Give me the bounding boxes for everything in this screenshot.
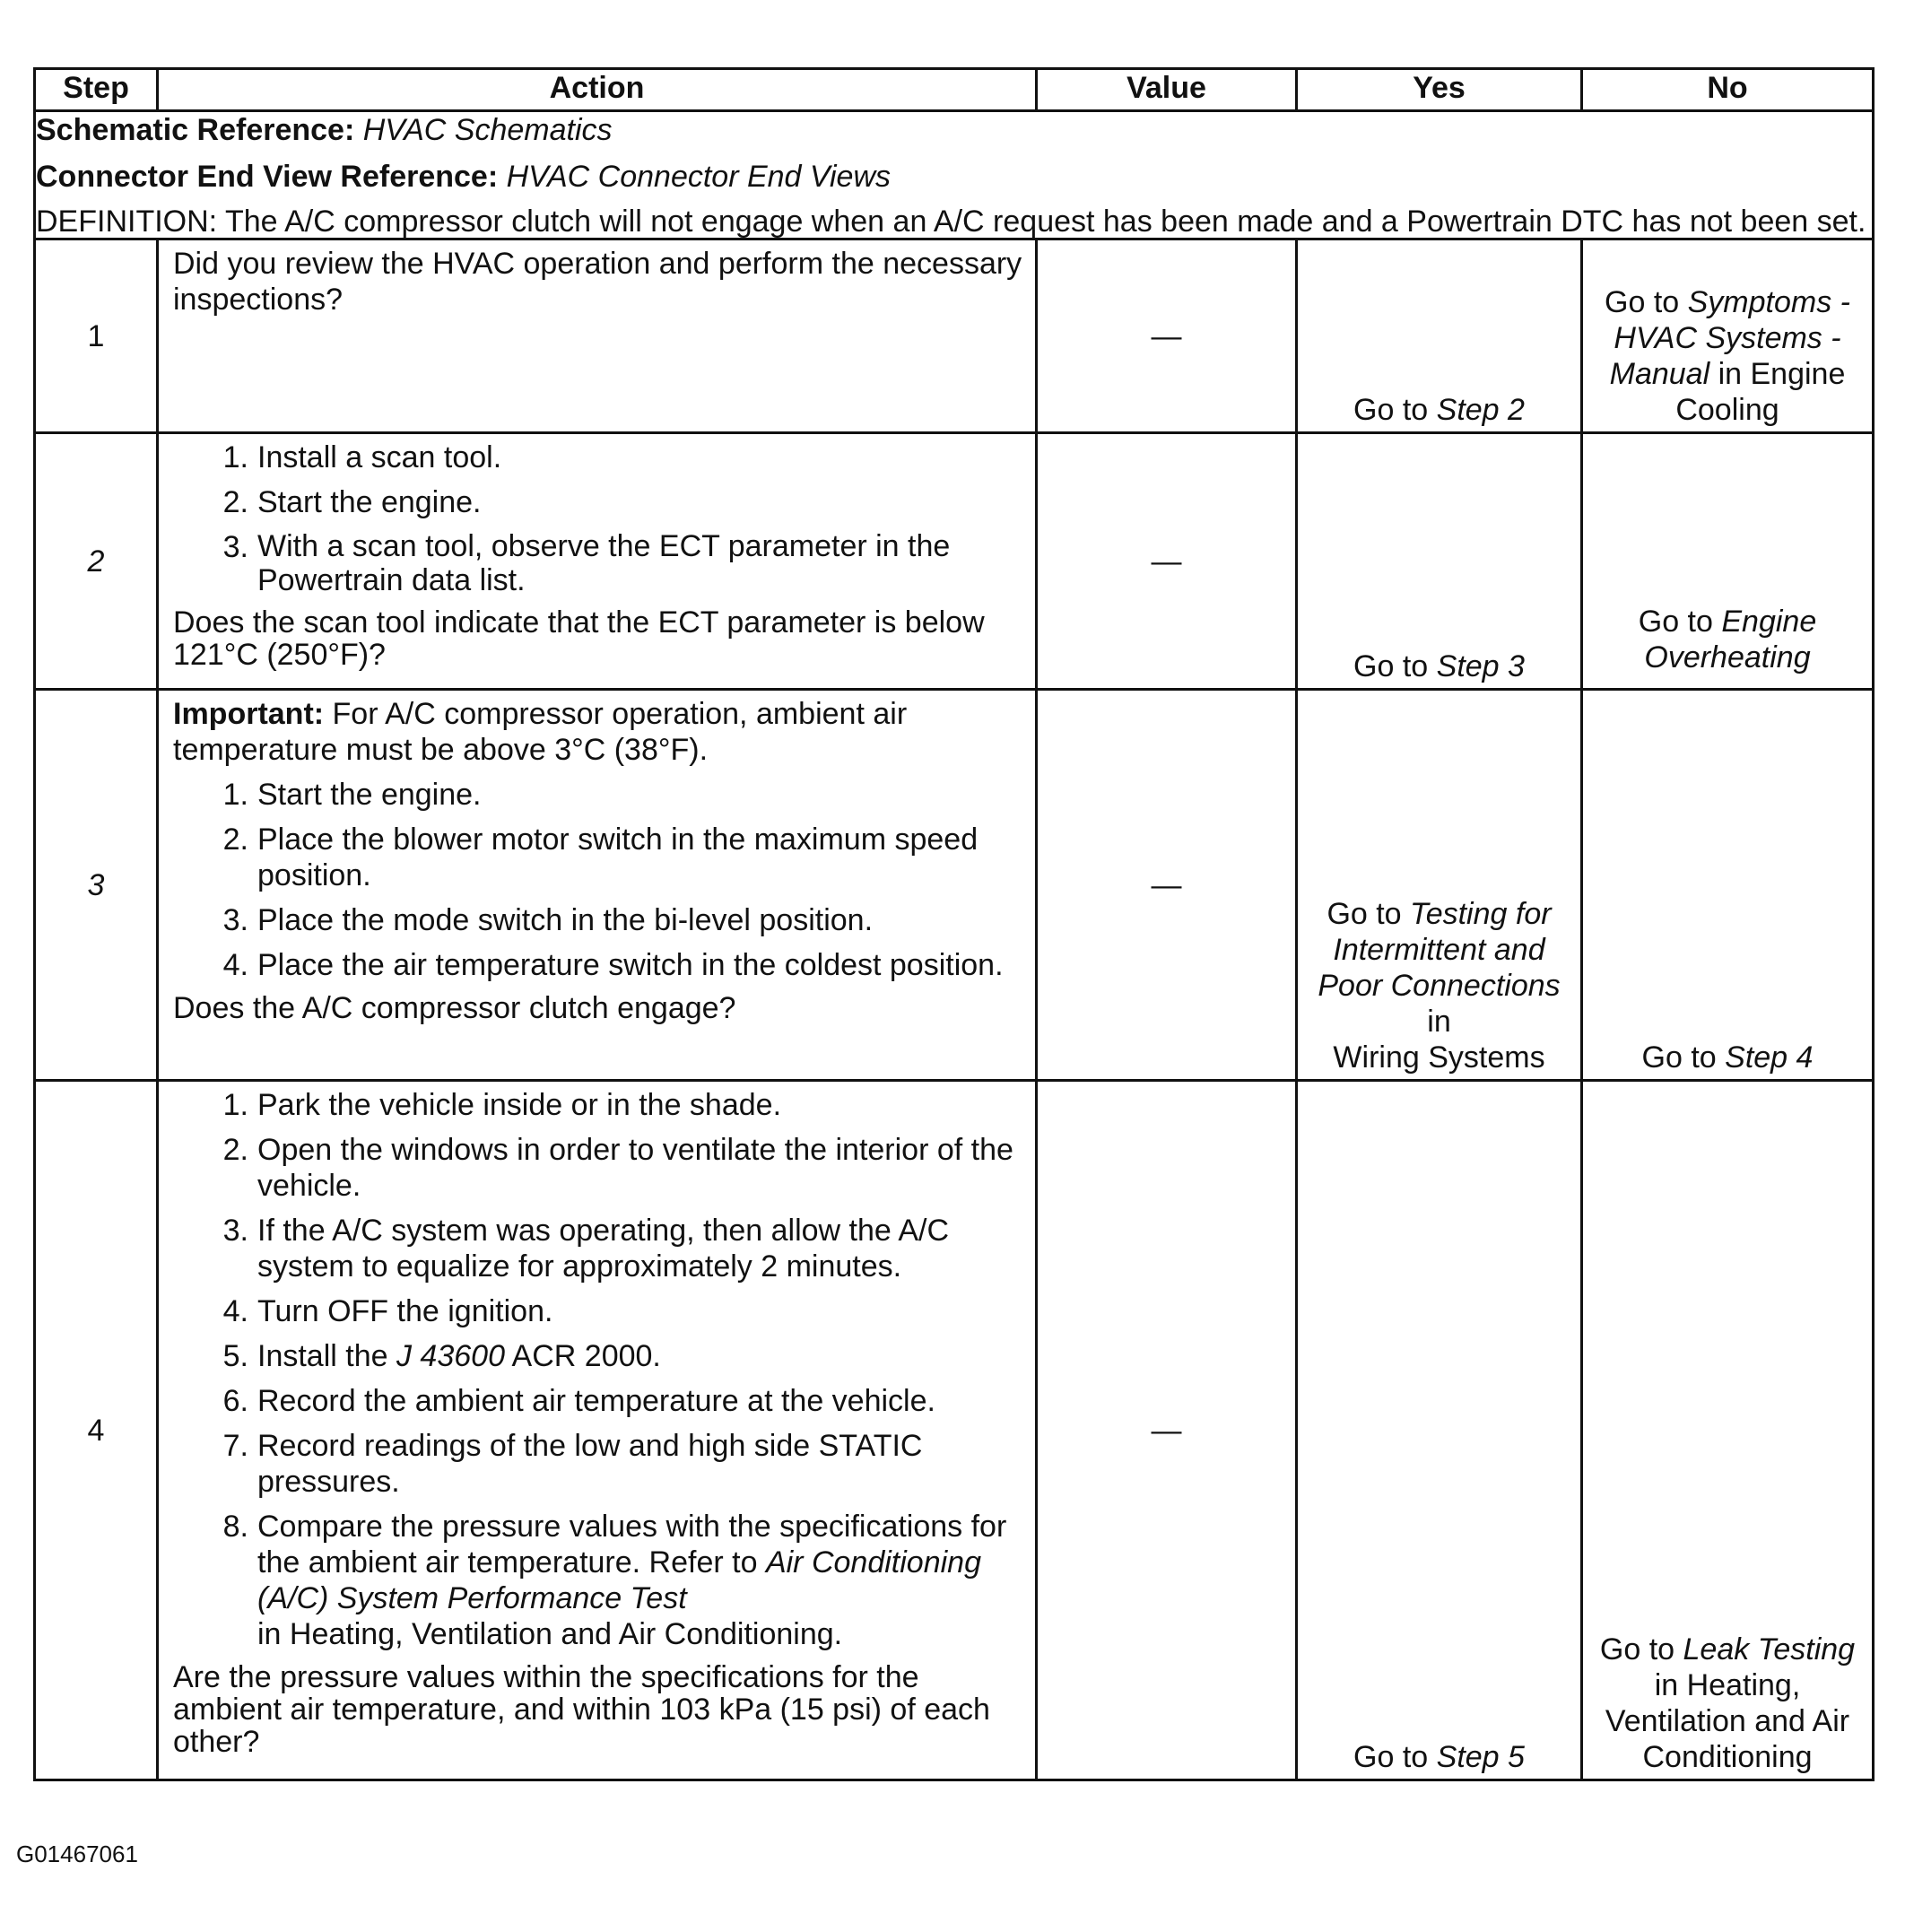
important-label: Important:	[173, 697, 325, 731]
yes-cell	[1297, 1081, 1582, 1780]
yes-link[interactable]: Step 5	[1436, 1740, 1525, 1774]
step-row-2	[35, 433, 1874, 690]
list-item: 3. Place the mode switch in the bi-level position.	[222, 903, 874, 937]
list-item: 8. Compare the pressure values with the specifications for the ambient air temperature. Refer to Air Conditioning (A/C) System Performance Test in Heating, Ventilation and Air Conditioning.	[222, 1510, 1007, 1651]
step-question: Did you review the HVAC operation and perform the necessary inspections?	[173, 247, 1022, 317]
no-link[interactable]: Engine Overheating	[1644, 605, 1817, 674]
list-item: 5. Install the J 43600 ACR 2000.	[222, 1339, 661, 1373]
important-note	[173, 696, 1022, 768]
list-item: 1. Park the vehicle inside or in the shade.	[222, 1088, 782, 1122]
no-link[interactable]: Leak Testing	[1683, 1632, 1856, 1667]
yes-suffix-section: Wiring Systems	[1333, 1040, 1545, 1075]
no-prefix: Go to	[1605, 285, 1688, 319]
no-suffix: in Heating, Ventilation and Air Conditioning	[1605, 1668, 1850, 1774]
step-number: 1	[35, 239, 158, 433]
value-cell: —	[1037, 1081, 1297, 1780]
yes-cell	[1297, 690, 1582, 1081]
step-number: 2	[35, 433, 158, 690]
connector-reference	[36, 159, 1872, 195]
header-step: Step	[35, 69, 158, 111]
yes-suffix-in: in	[1427, 1005, 1451, 1039]
diagnostic-table	[33, 67, 1875, 1781]
no-prefix: Go to	[1599, 1632, 1683, 1667]
header-row	[35, 69, 1874, 111]
yes-prefix: Go to	[1353, 1740, 1437, 1774]
header-action: Action	[158, 69, 1037, 111]
yes-prefix: Go to	[1353, 393, 1437, 427]
connector-reference-label: Connector End View Reference:	[36, 160, 499, 194]
tool-number: J 43600	[396, 1339, 505, 1373]
step-list	[173, 1087, 1022, 1652]
yes-cell	[1297, 239, 1582, 433]
list-item: 2. Start the engine.	[222, 485, 482, 519]
yes-link[interactable]: Step 2	[1436, 393, 1525, 427]
yes-link[interactable]: Testing for Intermittent and Poor Connections	[1318, 897, 1561, 1003]
performance-test-link[interactable]: Air Conditioning (A/C) System Performance Test	[257, 1545, 981, 1615]
no-cell	[1582, 1081, 1874, 1780]
list-item: 4. Turn OFF the ignition.	[222, 1294, 553, 1328]
list-item: 3. With a scan tool, observe the ECT parameter in the Powertrain data list.	[222, 529, 951, 597]
reference-cell	[35, 111, 1874, 239]
schematic-reference-label: Schematic Reference:	[36, 113, 355, 147]
action-cell	[158, 433, 1037, 690]
header-value: Value	[1037, 69, 1297, 111]
step-list	[173, 439, 1022, 597]
list-item: 3. If the A/C system was operating, then allow the A/C system to equalize for approximately 2 minutes.	[222, 1214, 950, 1284]
no-link[interactable]: Step 4	[1725, 1040, 1814, 1075]
definition-text: DEFINITION: The A/C compressor clutch will not engage when an A/C request has been made and a Powertrain DTC has not been set.	[36, 205, 1866, 239]
list-item: 6. Record the ambient air temperature at the vehicle.	[222, 1384, 935, 1418]
important-text: For A/C compressor operation, ambient air temperature must be above 3°C (38°F).	[173, 697, 908, 767]
value-cell: —	[1037, 690, 1297, 1081]
list-item: 4. Place the air temperature switch in the coldest position.	[222, 948, 1004, 982]
yes-prefix: Go to	[1353, 649, 1437, 683]
figure-id: G01467061	[16, 1841, 138, 1867]
yes-link[interactable]: Step 3	[1436, 649, 1525, 683]
connector-reference-link[interactable]: HVAC Connector End Views	[506, 160, 891, 194]
no-cell	[1582, 433, 1874, 690]
yes-cell	[1297, 433, 1582, 690]
list-item: 2. Open the windows in order to ventilate the interior of the vehicle.	[222, 1133, 1013, 1203]
list-item: 1. Install a scan tool.	[222, 440, 502, 474]
action-cell	[158, 690, 1037, 1081]
header-no: No	[1582, 69, 1874, 111]
no-cell	[1582, 239, 1874, 433]
no-link[interactable]: Symptoms - HVAC Systems - Manual	[1609, 285, 1850, 391]
step-question: Are the pressure values within the specifications for the ambient air temperature, and within 103 kPa (15 psi) of each other?	[173, 1660, 990, 1759]
schematic-reference-link[interactable]: HVAC Schematics	[362, 113, 613, 147]
step-question: Does the scan tool indicate that the ECT parameter is below 121°C (250°F)?	[173, 605, 985, 672]
step-number: 3	[35, 690, 158, 1081]
step-number: 4	[35, 1081, 158, 1780]
value-cell: —	[1037, 239, 1297, 433]
no-cell	[1582, 690, 1874, 1081]
step-list	[173, 777, 1022, 983]
header-yes: Yes	[1297, 69, 1582, 111]
step-row-1	[35, 239, 1874, 433]
list-item: 2. Place the blower motor switch in the maximum speed position.	[222, 822, 979, 892]
action-cell	[158, 239, 1037, 433]
step-row-4	[35, 1081, 1874, 1780]
reference-row	[35, 111, 1874, 239]
no-prefix: Go to	[1638, 605, 1722, 639]
list-item: 7. Record readings of the low and high side STATIC pressures.	[222, 1429, 923, 1499]
action-cell	[158, 1081, 1037, 1780]
schematic-reference	[36, 112, 1872, 148]
step-question: Does the A/C compressor clutch engage?	[173, 991, 736, 1025]
value-cell: —	[1037, 433, 1297, 690]
no-prefix: Go to	[1641, 1040, 1726, 1075]
no-suffix: in Engine Cooling	[1675, 357, 1846, 427]
yes-prefix: Go to	[1327, 897, 1411, 931]
step-row-3	[35, 690, 1874, 1081]
list-item: 1. Start the engine.	[222, 778, 482, 812]
